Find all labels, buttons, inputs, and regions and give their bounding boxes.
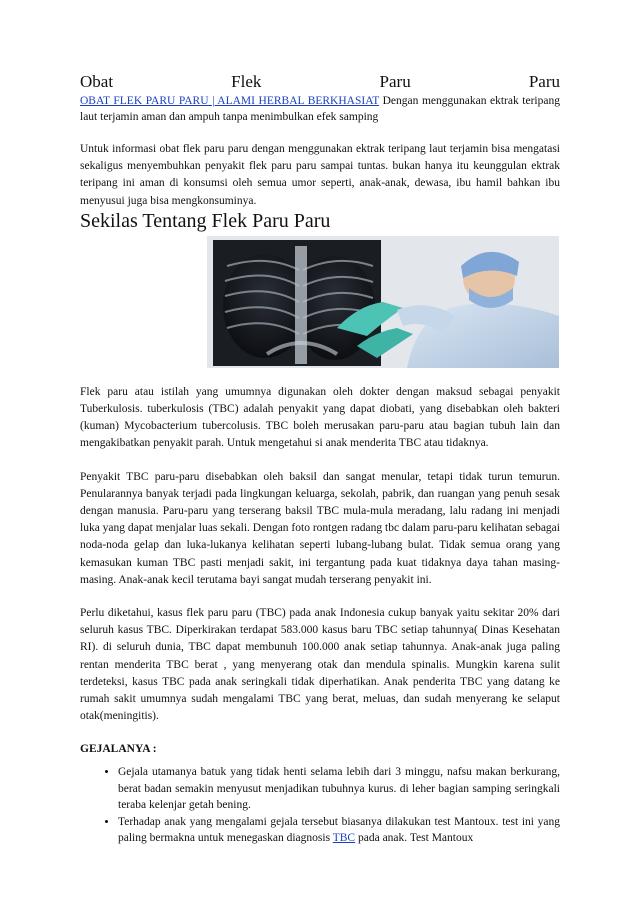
source-link[interactable]: OBAT FLEK PARU PARU | ALAMI HERBAL BERKHASIAT [80, 95, 380, 107]
paragraph: Perlu diketahui, kasus flek paru paru (TBC) pada anak Indonesia cukup banyak yaitu sekitar 20% dari seluruh kasus TBC. Diperkirakan terdapat 583.000 kasus baru TBC setiap tahunnya( Dinas Kesehatan RI). di seluruh dunia, TBC dapat membunuh 100.000 anak setiap tahunnya. Anak-anak juga paling rentan menderita TBC berat , yang menyerang otak dan mendula spinalis. Mungkin karena sulit terdeteksi, kasus TBC pada anak seringkali tidak diperhatikan. Anak penderita TBC yang datang ke rumah sakit umumnya sudah mengalami TBC yang berat, meluas, dan sudah menyerang ke selaput otak(meningitis). [80, 607, 560, 723]
title-word: Paru [528, 72, 560, 91]
document-title [80, 72, 560, 92]
subtitle [80, 93, 560, 125]
xray-illustration [207, 236, 559, 368]
paragraph: Flek paru atau istilah yang umumnya digunakan oleh dokter dengan maksud sebagai penyakit Tuberkulosis. tuberkulosis (TBC) adalah penyakit yang dapat diobati, yang disebabkan oleh bakteri (kuman) Mycobacterium tubercolusis. TBC boleh merusakan paru-paru atau bagian tubuh lain dan mengakibatkan penyakit parah. Untuk mengetahui si anak menderita TBC atau tidaknya. [80, 385, 560, 450]
list-item [118, 814, 560, 847]
tbc-link[interactable]: TBC [332, 832, 356, 845]
symptom-text: Gejala utamanya batuk yang tidak henti selama lebih dari 3 minggu, nafsu makan berkurang, berat badan semakin menyusut menjadikan tubuhnya kurus. di leher bagian samping seringkali teraba kelenjar getah bening. [118, 766, 560, 812]
symptom-text: Terhadap anak yang mengalami gejala tersebut biasanya dilakukan test Mantoux. test ini yang paling bermakna untuk menegaskan diagnosis [118, 815, 560, 845]
subtitle-text: Dengan menggunakan ektrak teripang laut terjamin aman dan ampuh tanpa menimbulkan efek samping [80, 95, 560, 123]
symptoms-list [80, 764, 560, 847]
symptoms-heading: GEJALANYA : [80, 743, 157, 756]
title-word: Obat [80, 72, 114, 91]
paragraph: Penyakit TBC paru-paru disebabkan oleh baksil dan sangat menular, tetapi tidak turun temurun. Penularannya banyak terjadi pada lingkungan keluarga, sekolah, pabrik, dan ruangan yang penuh sesak dengan manusia. Paru-paru yang terserang baksil TBC mula-mula meradang, lalu radang ini menjadi luka yang dapat menjalar luas sekali. Dengan foto rontgen radang tbc dalam paru-paru kelihatan sebagai noda-noda gelap dan luka-lukanya kelihatan seperti lubang-lubang bulat. Tidak semua orang yang kemasukan kuman TBC pasti menjadi sakit, ini tergantung pada kuat tidaknya daya tahan masing-masing. Anak-anak kecil terutama bayi sangat mudah terserang penyakit ini. [80, 470, 560, 586]
title-word: Paru [379, 72, 411, 91]
title-word: Flek [231, 72, 262, 91]
xray-photo [207, 236, 559, 368]
list-item [118, 764, 560, 814]
intro-paragraph: Untuk informasi obat flek paru paru dengan menggunakan ektrak teripang laut terjamin bisa mengatasi sekaligus menyembuhkan penyakit flek paru paru sampai tuntas. bukan hanya itu keunggulan ektrak teripang ini aman di konsumsi oleh semua umor seperti, anak-anak, dewasa, ibu hamil bahkan ibu menyusui juga bisa mengkonsuminya. [80, 143, 560, 207]
symptom-text: pada anak. Test Mantoux [355, 832, 474, 845]
document-page [80, 72, 560, 847]
section-heading: Sekilas Tentang Flek Paru Paru [80, 209, 331, 232]
